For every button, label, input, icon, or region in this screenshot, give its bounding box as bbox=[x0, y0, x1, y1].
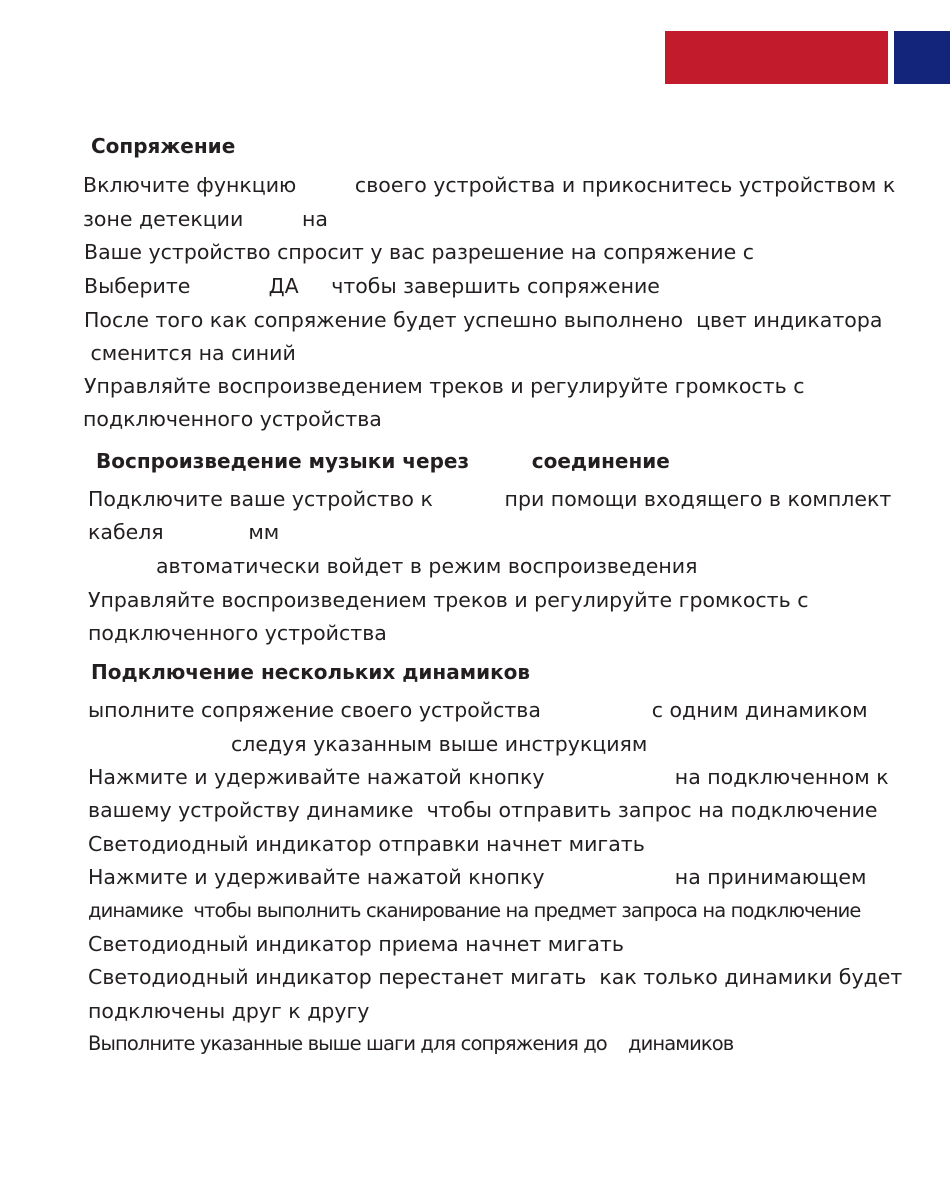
multi-speaker-text-line: динамике чтобы выполнить сканирование на предмет запроса на подключение bbox=[88, 899, 861, 922]
multi-speaker-text-line: вашему устройству динамике чтобы отправить запрос на подключение bbox=[88, 798, 878, 822]
pairing-text-line: Управляйте воспроизведением треков и регулируйте громкость с bbox=[84, 374, 805, 398]
multi-speaker-text-line: следуя указанным выше инструкциям bbox=[231, 732, 648, 756]
multi-speaker-text-line: Нажмите и удерживайте нажатой кнопку на подключенном к bbox=[88, 765, 889, 789]
pairing-text-line: После того как сопряжение будет успешно выполнено цвет индикатора bbox=[84, 308, 883, 332]
multi-speaker-text-line: ыполните сопряжение своего устройства с одним динамиком bbox=[88, 698, 868, 722]
pairing-text-line: зоне детекции на bbox=[83, 207, 328, 231]
pairing-text-line: Ваше устройство спросит у вас разрешение на сопряжение с bbox=[84, 240, 755, 264]
multi-speaker-text-line: Светодиодный индикатор приема начнет мигать bbox=[88, 932, 624, 956]
playback-text-line: автоматически войдет в режим воспроизведения bbox=[156, 554, 698, 578]
playback-text-line: подключенного устройства bbox=[88, 621, 387, 645]
multi-speaker-text-line: подключены друг к другу bbox=[88, 999, 370, 1023]
header-accent-blue bbox=[894, 31, 950, 84]
multi-speaker-text-line: Светодиодный индикатор перестанет мигать как только динамики будет bbox=[88, 965, 903, 989]
multi-speaker-text-line: Светодиодный индикатор отправки начнет мигать bbox=[88, 832, 645, 856]
section-heading-pairing: Сопряжение bbox=[91, 134, 236, 158]
section-heading-multi-speaker: Подключение нескольких динамиков bbox=[91, 660, 531, 684]
pairing-text-line: Включите функцию своего устройства и прикоснитесь устройством к bbox=[83, 173, 896, 197]
header-accent-red bbox=[665, 31, 888, 84]
section-heading-music-playback: Воспроизведение музыки через соединение bbox=[96, 449, 670, 473]
pairing-text-line: подключенного устройства bbox=[83, 407, 382, 431]
multi-speaker-text-line: Нажмите и удерживайте нажатой кнопку на принимающем bbox=[88, 865, 867, 889]
playback-text-line: Подключите ваше устройство к при помощи входящего в комплект bbox=[88, 487, 892, 511]
pairing-text-line: Выберите ДА чтобы завершить сопряжение bbox=[84, 274, 660, 298]
multi-speaker-text-line: Выполните указанные выше шаги для сопряжения до динамиков bbox=[88, 1032, 734, 1055]
playback-text-line: Управляйте воспроизведением треков и регулируйте громкость с bbox=[88, 588, 809, 612]
playback-text-line: кабеля мм bbox=[88, 520, 280, 544]
pairing-text-line: сменится на синий bbox=[84, 341, 296, 365]
